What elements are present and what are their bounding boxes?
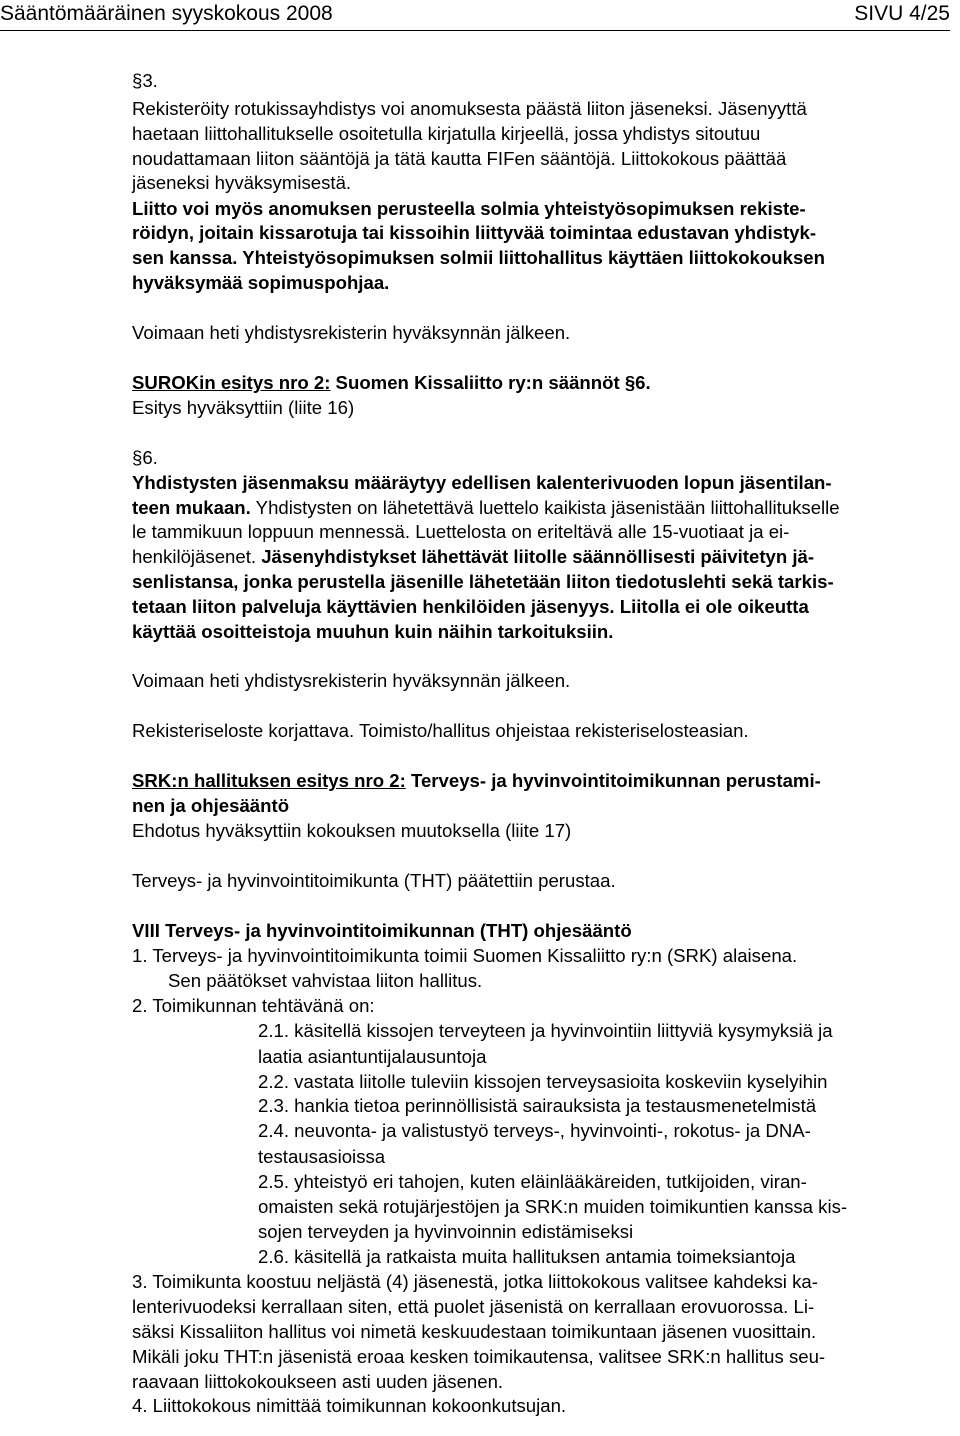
text-line: [132, 720, 749, 742]
text-segment: VIII Terveys- ja hyvinvointitoimikunnan (THT) ohjesääntö: [132, 920, 632, 941]
text-line: [132, 447, 158, 469]
text-segment: Rekisteriseloste korjattava. Toimisto/hallitus ohjeistaa rekisteriselosteasian.: [132, 720, 749, 741]
text-segment: 2.5. yhteistyö eri tahojen, kuten eläinlääkäreiden, tutkijoiden, viran-: [258, 1171, 807, 1192]
text-segment: 4. Liittokokous nimittää toimikunnan kokoonkutsujan.: [132, 1395, 567, 1416]
text-segment: Yhdistysten on lähetettävä luettelo kaikista jäsenistään liittohallitukselle: [250, 497, 840, 518]
text-segment: Yhdistysten jäsenmaksu määräytyy edellisen kalenterivuoden lopun jäsentilan-: [132, 472, 832, 493]
text-segment: senlistansa, jonka perustella jäsenille lähetetään liiton tiedotuslehti sekä tarkis-: [132, 571, 834, 592]
text-segment: säksi Kissaliiton hallitus voi nimetä keskuudestaan toimikuntaan jäsenen vuosittain.: [132, 1321, 817, 1342]
text-line: [132, 98, 807, 120]
text-line: [132, 172, 351, 194]
text-line: [132, 870, 616, 892]
text-line: [132, 123, 760, 145]
text-segment: sen kanssa. Yhteistyösopimuksen solmii liittohallitus käyttäen liittokokouksen: [132, 247, 825, 268]
text-line: [132, 1346, 825, 1368]
text-segment: Sen päätökset vahvistaa liiton hallitus.: [168, 970, 483, 991]
text-line: [132, 1395, 566, 1417]
text-segment: Ehdotus hyväksyttiin kokouksen muutoksella (liite 17): [132, 820, 572, 841]
text-line: [132, 670, 570, 692]
text-segment: Mikäli joku THT:n jäsenistä eroaa kesken toimikautensa, valitsee SRK:n hallitus seu-: [132, 1346, 826, 1367]
text-line: [132, 1371, 503, 1393]
text-segment: SUROKin esitys nro 2: [132, 372, 325, 393]
text-line: [258, 1196, 847, 1218]
text-segment: käyttää osoitteistoja muuhun kuin näihin tarkoituksiin.: [132, 621, 614, 642]
text-line: [132, 770, 821, 792]
text-segment: raavaan liittokokoukseen asti uuden jäsenen.: [132, 1371, 504, 1392]
text-segment: 2.2. vastata liitolle tuleviin kissojen terveysasioita koskeviin kyselyihin: [258, 1071, 828, 1092]
text-segment: Terveys- ja hyvinvointitoimikunta (THT) päätettiin perustaa.: [132, 870, 616, 891]
text-segment: Esitys hyväksyttiin (liite 16): [132, 397, 355, 418]
document-header-title: Sääntömääräinen syyskokous 2008: [0, 2, 333, 25]
text-line: [132, 795, 289, 817]
text-line: [132, 247, 825, 269]
text-segment: 2.6. käsitellä ja ratkaista muita hallituksen antamia toimeksiantoja: [258, 1246, 796, 1267]
text-line: [258, 1095, 816, 1117]
text-line: [132, 596, 809, 618]
text-line: [132, 945, 797, 967]
text-line: [132, 1271, 818, 1293]
text-segment: omaisten sekä rotujärjestöjen ja SRK:n muiden toimikuntien kanssa kis-: [258, 1196, 848, 1217]
text-segment: tetaan liiton palveluja käyttävien henkilöiden jäsenyys. Liitolla ei ole oikeutta: [132, 596, 809, 617]
text-line: [258, 1171, 807, 1193]
text-segment: :: [324, 372, 331, 393]
text-segment: SRK:n hallituksen esitys nro 2:: [132, 770, 406, 791]
text-line: [132, 546, 814, 568]
text-line: [132, 397, 354, 419]
text-line: [132, 1321, 816, 1343]
text-segment: hyväksymää sopimuspohjaa.: [132, 272, 390, 293]
text-segment: Voimaan heti yhdistysrekisterin hyväksynnän jälkeen.: [132, 670, 571, 691]
text-line: [258, 1046, 486, 1068]
text-segment: jäseneksi hyväksymisestä.: [132, 172, 352, 193]
text-line: [258, 1071, 827, 1093]
text-segment: Jäsenyhdistykset lähettävät liitolle säännöllisesti päivitetyn jä-: [261, 546, 815, 567]
text-segment: teen mukaan.: [132, 497, 251, 518]
text-segment: laatia asiantuntijalausuntoja: [258, 1046, 487, 1067]
text-line: [258, 1120, 811, 1142]
page-number: SIVU 4/25: [854, 2, 950, 25]
text-line: [258, 1146, 385, 1168]
text-segment: henkilöjäsenet.: [132, 546, 262, 567]
header-rule: [0, 30, 950, 31]
text-segment: Terveys- ja hyvinvointitoimikunnan perustami-: [405, 770, 821, 791]
text-segment: lenterivuodeksi kerrallaan siten, että puolet jäsenistä on kerrallaan erovuorossa. Li-: [132, 1296, 815, 1317]
text-line: [132, 198, 806, 220]
text-segment: testausasioissa: [258, 1146, 386, 1167]
text-segment: Suomen Kissaliitto ry:n säännöt §6.: [330, 372, 651, 393]
text-line: [132, 995, 375, 1017]
text-segment: le tammikuun loppuun mennessä. Luettelosta on eriteltävä alle 15-vuotiaat ja ei-: [132, 521, 790, 542]
text-segment: 2.3. hankia tietoa perinnöllisistä sairauksista ja testausmenetelmistä: [258, 1095, 817, 1116]
text-segment: 1. Terveys- ja hyvinvointitoimikunta toimii Suomen Kissaliitto ry:n (SRK) alaisena.: [132, 945, 798, 966]
text-line: [168, 970, 482, 992]
text-line: [132, 820, 571, 842]
text-line: [258, 1221, 633, 1243]
text-line: [258, 1246, 795, 1268]
text-segment: 2.1. käsitellä kissojen terveyteen ja hyvinvointiin liittyviä kysymyksiä ja: [258, 1020, 833, 1041]
text-segment: 2. Toimikunnan tehtävänä on:: [132, 995, 375, 1016]
text-line: [132, 1296, 814, 1318]
text-line: [132, 148, 786, 170]
text-line: [132, 322, 570, 344]
text-segment: haetaan liittohallitukselle osoitetulla kirjatulla kirjeellä, jossa yhdistys sitoutuu: [132, 123, 761, 144]
text-line: [132, 571, 834, 593]
text-segment: sojen terveyden ja hyvinvoinnin edistämiseksi: [258, 1221, 634, 1242]
text-segment: §6.: [132, 447, 158, 468]
text-line: [132, 920, 632, 942]
text-line: [132, 497, 840, 519]
text-segment: Liitto voi myös anomuksen perusteella solmia yhteistyösopimuksen rekiste-: [132, 198, 806, 219]
text-line: [132, 621, 613, 643]
text-line: [132, 222, 816, 244]
text-segment: röidyn, joitain kissarotuja tai kissoihin liittyvää toimintaa edustavan yhdistyk-: [132, 222, 817, 243]
text-segment: 3. Toimikunta koostuu neljästä (4) jäsenestä, jotka liittokokous valitsee kahdeksi ka-: [132, 1271, 818, 1292]
text-line: [132, 372, 651, 394]
text-segment: §3.: [132, 70, 158, 91]
text-line: [132, 472, 832, 494]
text-line: [258, 1020, 833, 1042]
text-line: [132, 521, 789, 543]
text-segment: Voimaan heti yhdistysrekisterin hyväksynnän jälkeen.: [132, 322, 571, 343]
text-segment: nen ja ohjesääntö: [132, 795, 290, 816]
text-line: [132, 272, 389, 294]
text-segment: Rekisteröity rotukissayhdistys voi anomuksesta päästä liiton jäseneksi. Jäsenyyttä: [132, 98, 807, 119]
text-line: [132, 70, 158, 92]
text-segment: noudattamaan liiton sääntöjä ja tätä kautta FIFen sääntöjä. Liittokokous päättää: [132, 148, 787, 169]
text-segment: 2.4. neuvonta- ja valistustyö terveys-, hyvinvointi-, rokotus- ja DNA-: [258, 1120, 811, 1141]
